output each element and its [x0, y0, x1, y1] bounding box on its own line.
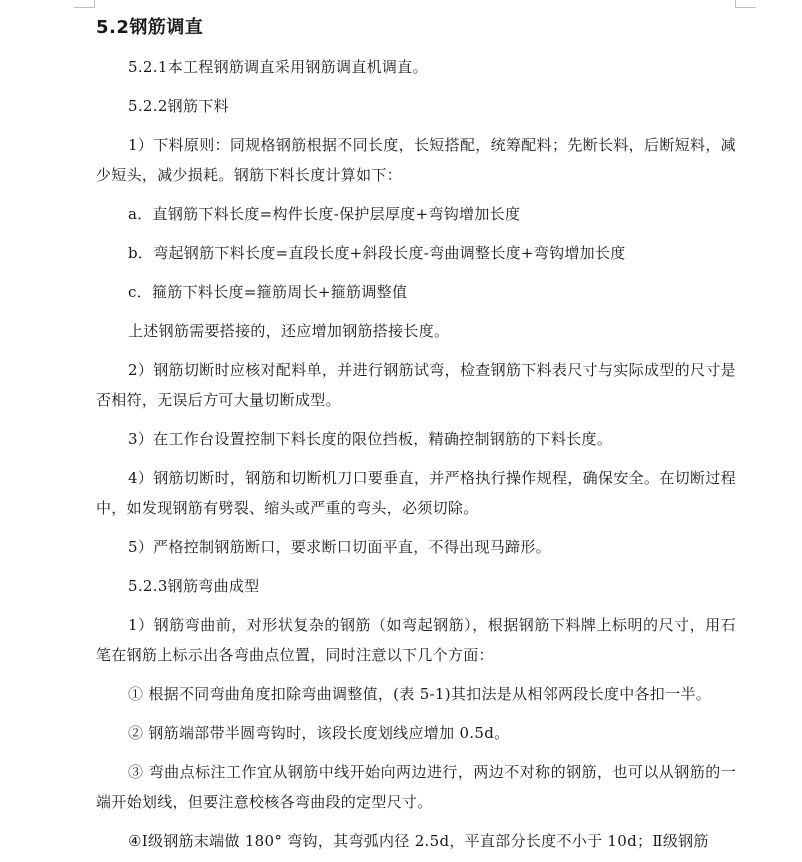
paragraph-formula-c: c．箍筋下料长度=箍筋周长+箍筋调整值 — [128, 283, 408, 301]
paragraph-point-4: ④Ⅰ级钢筋末端做 180° 弯钩，其弯弧内径 2.5d，平直部分长度不小于 10d；Ⅱ级钢筋 — [128, 832, 709, 850]
page-corner-mark-left — [74, 0, 95, 8]
paragraph-5-2-2-title: 5.2.2钢筋下料 — [128, 97, 229, 115]
paragraph-point-1: ① 根据不同弯曲角度扣除弯曲调整值，(表 5-1)其扣法是从相邻两段长度中各扣一半。 — [128, 685, 711, 703]
section-heading: 5.2钢筋调直 — [96, 17, 204, 38]
page-corner-mark-right — [735, 0, 756, 8]
paragraph-item-4: 4）钢筋切断时，钢筋和切断机刀口要垂直，并严格执行操作规程，确保安全。在切断过程中，如发现钢筋有劈裂、缩头或严重的弯头，必须切除。 — [96, 469, 736, 517]
paragraph-point-3: ③ 弯曲点标注工作宜从钢筋中线开始向两边进行，两边不对称的钢筋，也可以从钢筋的一端开始划线，但要注意校核各弯曲段的定型尺寸。 — [96, 763, 736, 811]
paragraph-item-5: 5）严格控制钢筋断口，要求断口切面平直，不得出现马蹄形。 — [128, 538, 551, 556]
paragraph-lap-length: 上述钢筋需要搭接的，还应增加钢筋搭接长度。 — [128, 322, 450, 340]
document-page — [96, 0, 736, 856]
paragraph-5-2-1: 5.2.1本工程钢筋调直采用钢筋调直机调直。 — [128, 58, 428, 76]
paragraph-5-2-3-title: 5.2.3钢筋弯曲成型 — [128, 577, 260, 595]
paragraph-item-3: 3）在工作台设置控制下料长度的限位挡板，精确控制钢筋的下料长度。 — [128, 430, 613, 448]
paragraph-bending-intro: 1）钢筋弯曲前，对形状复杂的钢筋（如弯起钢筋），根据钢筋下料牌上标明的尺寸，用石笔在钢筋上标示出各弯曲点位置，同时注意以下几个方面： — [96, 616, 736, 664]
paragraph-item-2: 2）钢筋切断时应核对配料单，并进行钢筋试弯，检查钢筋下料表尺寸与实际成型的尺寸是否相符，无误后方可大量切断成型。 — [96, 361, 736, 409]
paragraph-point-2: ② 钢筋端部带半圆弯钩时，该段长度划线应增加 0.5d。 — [128, 724, 510, 742]
paragraph-formula-a: a．直钢筋下料长度=构件长度-保护层厚度+弯钩增加长度 — [128, 205, 521, 223]
paragraph-cutting-principle: 1）下料原则：同规格钢筋根据不同长度，长短搭配，统筹配料；先断长料，后断短料，减少短头，减少损耗。钢筋下料长度计算如下： — [96, 136, 736, 184]
paragraph-formula-b: b．弯起钢筋下料长度=直段长度+斜段长度-弯曲调整长度+弯钩增加长度 — [128, 244, 626, 262]
